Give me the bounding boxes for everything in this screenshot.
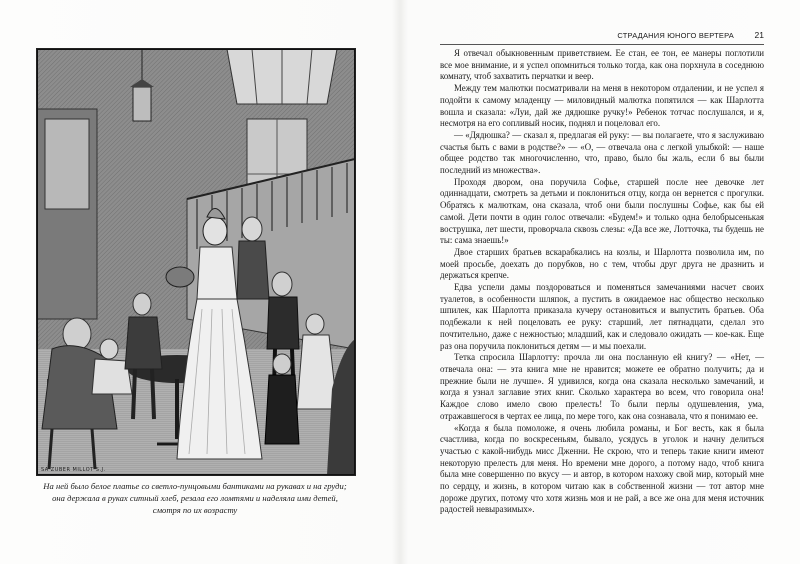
- running-title: СТРАДАНИЯ ЮНОГО ВЕРТЕРА: [617, 31, 734, 40]
- paragraph: Тетка спросила Шарлотту: прочла ли она посланную ей книгу? — «Нет, — отвечала она: — эта книга мне не нравится; можете ее обратно получить; да и прежние были не лучше». Я удивился, когда она сказала несколько замечаний, и когда я узнал заглавие этих книг. Сколько характера во всем, что говорила она! Каждое слово имело свою прелесть! То были перлы одушевления, ума, отражавшегося в чертах ее лица, по мере того, как она сознавала, что я понимаю ее.: [440, 352, 764, 421]
- running-header: [440, 30, 764, 45]
- paragraph: «Когда я была помоложе, я очень любила романы, и Бог весть, как я была счастлива, когда по воскресеньям, бывало, усядусь в уголок и начну делиться участью с какой-нибудь мисс Дженни. Не скрою, что и теперь такие книги имеют некоторую прелесть для меня. Но времени мне дорого, а потому надо, чтоб книга была мне совершенно по вкусу — и автор, в котором нахожу свой мир, который мне по сердцу, и жизнь, в котором читаю как в собственной жизни — тот автор мне дороже других, потому что хотя жизнь моя и не рай, а все же она для меня источник радостей невыразимых».: [440, 422, 764, 515]
- paragraph: Я отвечал обыкновенным приветствием. Ее стан, ее тон, ее манеры поглотили все мое внимание, и я успел опомниться только тогда, как она порхнула в соседнюю комнату, чтоб захватить перчатки и веер.: [440, 48, 764, 82]
- paragraph: Едва успели дамы поздороваться и поменяться замечаниями насчет своих туалетов, в особенности шляпок, а пустить в ожидаемое нас общество несколько шпилек, как Шарлотта приказала кучеру остановиться и выпустить братьев. Оба подбежали к ней поцеловать ее руку: старший, лет пятнадцати, сделал это почтительно, даже с нежностью; младший, как и следовало ожидать — коe-как. Еще раз она поручила поклониться детям — и мы поехали.: [440, 282, 764, 351]
- paragraph: — «Дядюшка? — сказал я, предлагая ей руку: — вы полагаете, что я заслуживаю счастья быть с вами в родстве?» — «О, — отвечала она с легкой улыбкой: — наше общее родство так многочисленно, что, право, было бы жаль, если б вы были последний из множества».: [440, 129, 764, 176]
- engraving-illustration: [36, 48, 356, 476]
- engraving-picture: [37, 49, 355, 475]
- paragraph: Проходя двором, она поручила Софье, старшей после нее девочке лет одиннадцати, смотреть за детьми и поклониться отцу, когда он вернется с прогулки. Обратясь к малюткам, она сказала, чтоб они были послушны Софье, как бы ей самой. Дети почти в один голос отвечали: «Будем!» и только одна белобрысенькая вострушка, лет шести, проворчала сквозь слезы: «Да все же, Лотточка, ты будешь не ты: сама знаешь!»: [440, 176, 764, 246]
- body-text: [440, 48, 764, 516]
- engraver-signature: SA ZUBER MILLOT S.J.: [41, 467, 106, 473]
- paragraph: Между тем малютки посматривали на меня в некотором отдалении, и не успел я подойти к самому младенцу — миловидный малютка попятился — как Шарлотта вошла и сказала: «Луи, дай же дядюшке ручку!» Ребенок тотчас послушался, и я, несмотря на его сопливый носик, поднял и поцеловал его.: [440, 83, 764, 129]
- paragraph: Двое старших братьев вскарабкались на козлы, и Шарлотта позволила им, по моей просьбе, доехать до порубков, но с тем, чтобы друг друга не дразнить и держаться крепче.: [440, 246, 764, 281]
- right-page: [400, 0, 800, 564]
- illustration-caption: На ней было белое платье со светло-пунцовыми бантиками на рукавах и на груди; она держала в руках ситный хлеб, резала его ломтями и наделяла ими детей, смотря по их возрасту: [43, 481, 347, 515]
- page-number: 21: [754, 30, 764, 40]
